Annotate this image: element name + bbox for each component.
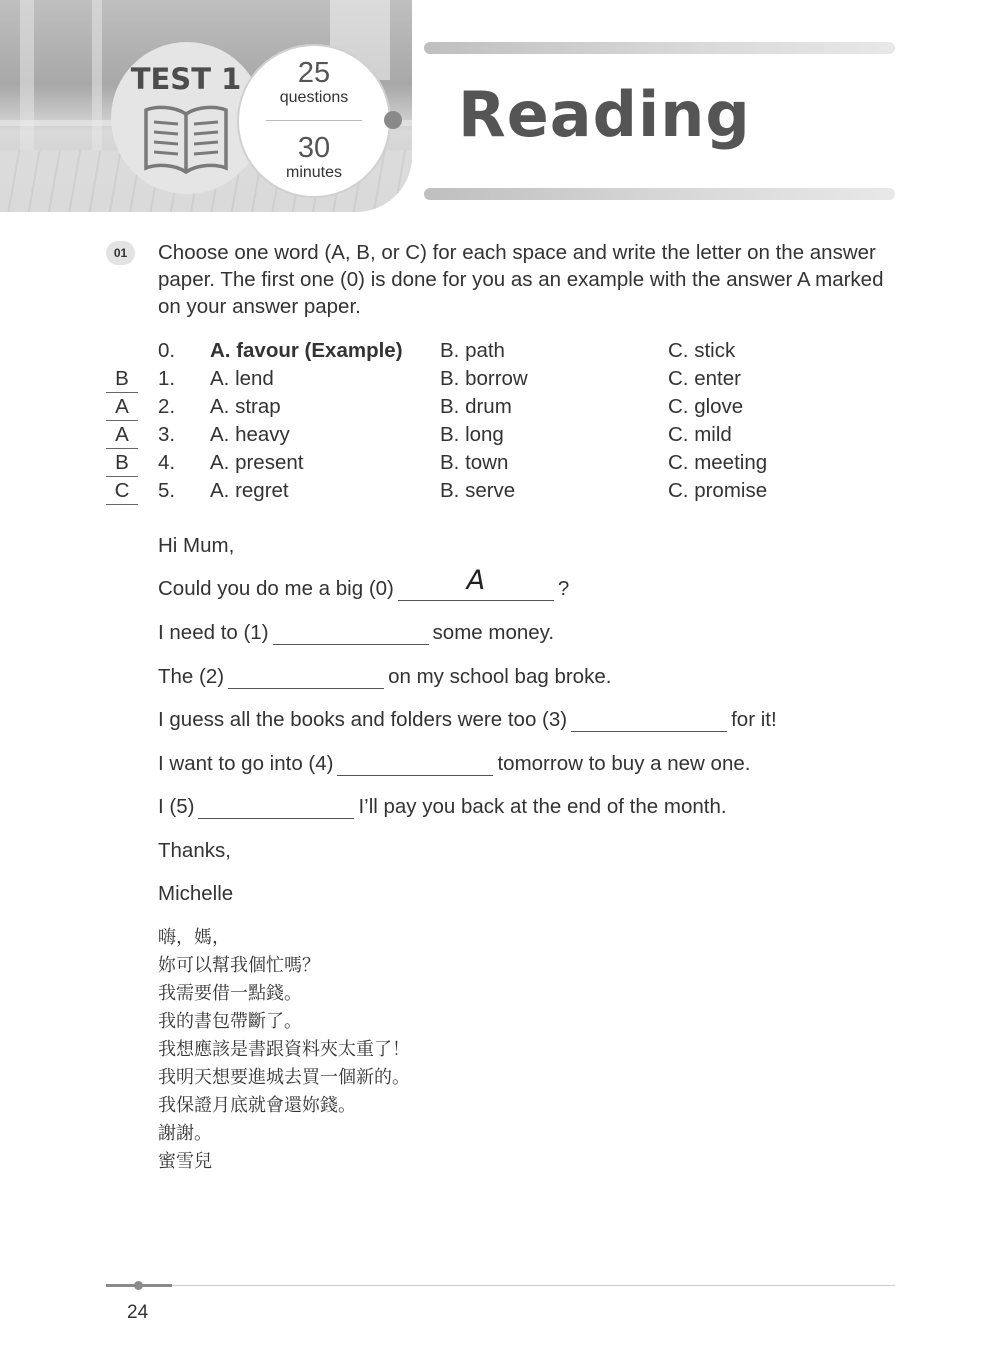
translation-line: 我想應該是書跟資料夾太重了！: [158, 1039, 410, 1060]
letter-text: I want to go into (4): [158, 752, 334, 775]
page-number: 24: [127, 1302, 149, 1323]
option-a: A. strap: [210, 395, 281, 418]
option-a: A. regret: [210, 479, 289, 502]
letter-text: tomorrow to buy a new one.: [497, 752, 751, 775]
answer-box[interactable]: C: [106, 477, 138, 505]
option-row-number: 2.: [158, 395, 176, 418]
section-title: Reading: [458, 78, 751, 151]
option-row-number: 3.: [158, 423, 176, 446]
option-a: A. lend: [210, 367, 274, 390]
minutes-count: 30: [297, 132, 331, 164]
blank-2[interactable]: [228, 667, 384, 689]
handwritten-answer: A: [466, 565, 486, 596]
translation-line: 我的書包帶斷了。: [158, 1011, 302, 1032]
question-instruction: Choose one word (A, B, or C) for each space and write the letter on the answer paper. The first one (0) is done for you as an example with the answer A marked on your answer paper.: [158, 241, 884, 318]
letter-text: I (5): [158, 795, 195, 818]
option-b: B. serve: [440, 479, 516, 502]
option-c: C. glove: [668, 395, 744, 418]
letter-text: for it!: [731, 708, 777, 731]
blank-0[interactable]: [398, 565, 554, 601]
translation-line: 蜜雪兒: [158, 1151, 212, 1172]
letter-thanks: Thanks,: [158, 839, 231, 862]
option-c: C. enter: [668, 367, 741, 390]
answer-box[interactable]: B: [106, 365, 138, 393]
option-row-number: 5.: [158, 479, 176, 502]
questions-count: 25: [297, 57, 331, 89]
letter-greeting: Hi Mum,: [158, 534, 235, 557]
info-connector-dot: [384, 111, 402, 129]
option-c: C. stick: [668, 339, 736, 362]
translation-line: 妳可以幫我個忙嗎？: [158, 955, 320, 976]
open-book-icon: [140, 100, 232, 178]
letter-text: The (2): [158, 665, 225, 688]
option-c: C. promise: [668, 479, 768, 502]
translation-line: 我需要借一點錢。: [158, 983, 302, 1004]
letter-line-0: [158, 565, 570, 603]
translation-line: 我明天想要進城去買一個新的。: [158, 1067, 410, 1088]
bookshelf-post: [20, 0, 34, 150]
blank-4[interactable]: [337, 754, 493, 776]
option-b: B. town: [440, 451, 509, 474]
answer-box[interactable]: A: [106, 421, 138, 449]
letter-line-3: [158, 706, 777, 734]
questions-label: questions: [279, 89, 349, 106]
letter-text: I need to (1): [158, 621, 269, 644]
option-row-number: 4.: [158, 451, 176, 474]
blank-5[interactable]: [198, 797, 354, 819]
option-row-number: 0.: [158, 339, 176, 362]
option-a: A. heavy: [210, 423, 290, 446]
info-divider: [266, 120, 362, 121]
footer-dot: [134, 1281, 143, 1290]
minutes-label: minutes: [285, 164, 343, 181]
option-c: C. mild: [668, 423, 732, 446]
letter-line-5: [158, 793, 727, 821]
letter-line-1: [158, 619, 554, 647]
answer-box[interactable]: B: [106, 449, 138, 477]
title-bar-bottom: [424, 188, 895, 200]
answer-box[interactable]: A: [106, 393, 138, 421]
option-b: B. path: [440, 339, 505, 362]
letter-text: on my school bag broke.: [388, 665, 612, 688]
option-b: B. borrow: [440, 367, 528, 390]
option-c: C. meeting: [668, 451, 768, 474]
letter-text: I’ll pay you back at the end of the month.: [358, 795, 727, 818]
letter-text: ?: [557, 577, 570, 600]
letter-text: I guess all the books and folders were too (3): [158, 708, 568, 731]
option-a: A. present: [210, 451, 304, 474]
test-label: TEST 1: [130, 62, 242, 96]
blank-1[interactable]: [273, 623, 429, 645]
blank-3[interactable]: [571, 710, 727, 732]
letter-line-4: [158, 750, 750, 778]
footer-rule: [106, 1285, 895, 1286]
title-bar-top: [424, 42, 895, 54]
letter-signature: Michelle: [158, 882, 234, 905]
option-a-example: A. favour (Example): [210, 339, 403, 362]
translation-line: 嗨，媽，: [158, 927, 230, 948]
letter-line-2: [158, 663, 611, 691]
option-row-number: 1.: [158, 367, 176, 390]
letter-text: some money.: [432, 621, 555, 644]
bookshelf-post: [92, 0, 102, 150]
translation-line: 我保證月底就會還妳錢。: [158, 1095, 356, 1116]
question-number-badge: 01: [106, 241, 135, 265]
letter-text: Could you do me a big (0): [158, 577, 394, 600]
option-b: B. long: [440, 423, 504, 446]
translation-line: 謝謝。: [158, 1123, 212, 1144]
option-b: B. drum: [440, 395, 512, 418]
